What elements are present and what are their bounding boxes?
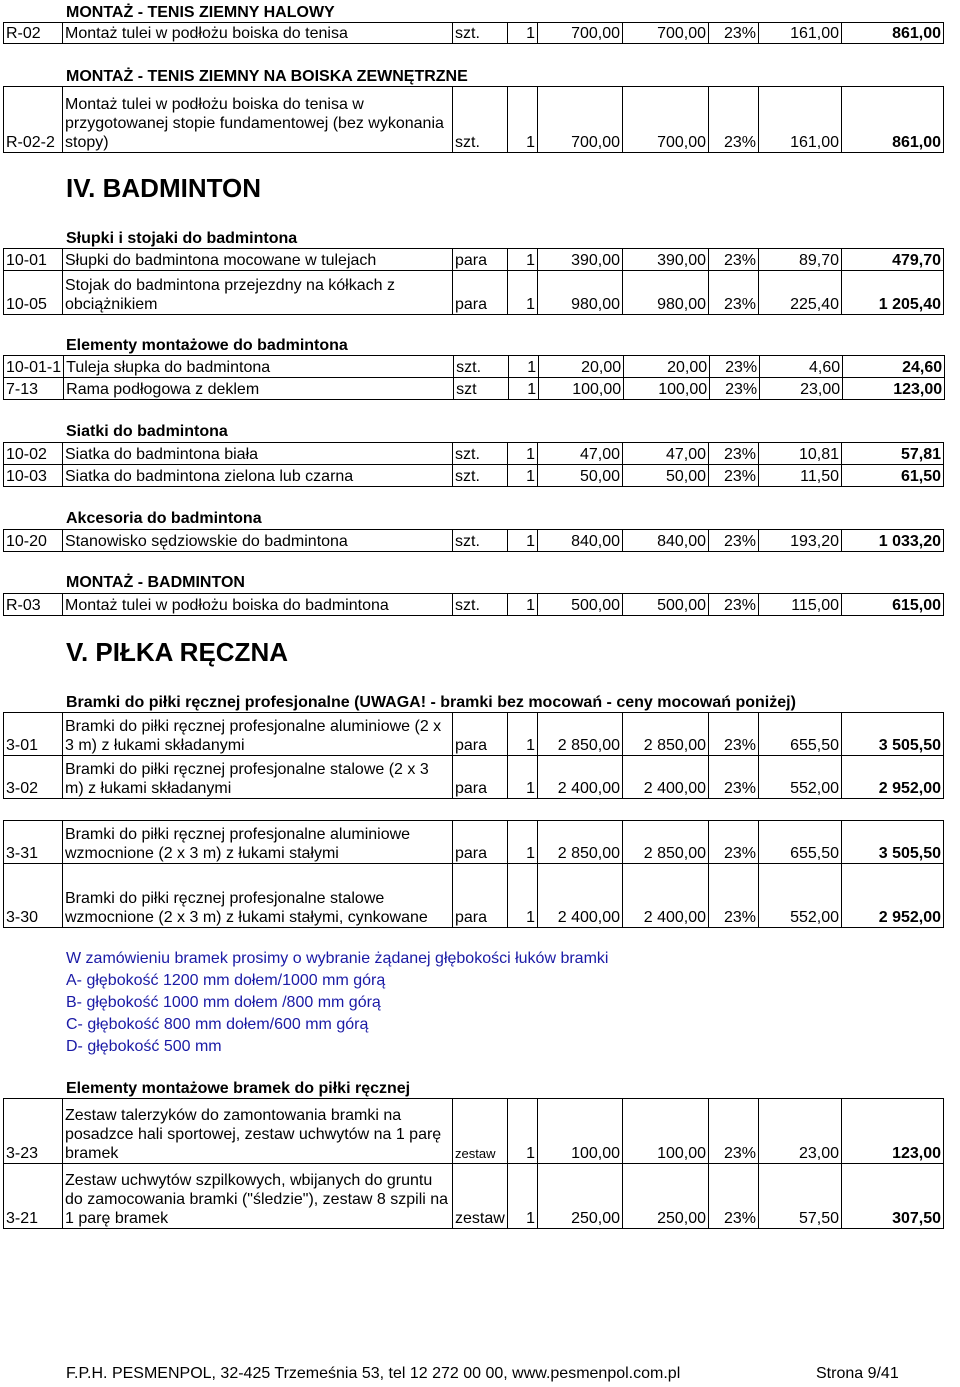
- table-mount-badminton: [3, 593, 944, 616]
- item-description: Zestaw talerzyków do zamontowania bramki na posadzce hali sportowej, zestaw uchwytów na 1 parę bramek: [63, 1099, 453, 1164]
- item-code: 3-02: [4, 756, 63, 799]
- item-qty: 1: [508, 249, 538, 271]
- note-option-b: B- głębokość 1000 mm dołem /800 mm górą: [66, 994, 381, 1011]
- item-qty: 1: [508, 271, 538, 315]
- item-description: Rama podłogowa z deklem: [64, 378, 454, 400]
- item-description: Montaż tulei w podłożu boiska do tenisa w przygotowanej stopie fundamentowej (bez wykonania stopy): [63, 87, 453, 153]
- item-unit: szt.: [453, 443, 508, 465]
- note-option-c: C- głębokość 800 mm dołem/600 mm górą: [66, 1016, 369, 1033]
- item-unit: szt.: [453, 465, 508, 487]
- item-code: R-02: [4, 23, 63, 44]
- item-code: R-03: [4, 594, 63, 616]
- group-header-goals: Bramki do piłki ręcznej profesjonalne (UWAGA! - bramki bez mocowań - ceny mocowań poniżej): [66, 694, 796, 711]
- note-intro: W zamówieniu bramek prosimy o wybranie żądanej głębokości łuków bramki: [66, 950, 609, 967]
- item-vat-rate: 23%: [709, 1164, 759, 1229]
- item-unit: szt.: [453, 87, 508, 153]
- item-vat-rate: 23%: [709, 530, 759, 552]
- table-tennis-hall: [3, 22, 944, 44]
- item-net: 2 400,00: [623, 756, 709, 799]
- item-description: Stanowisko sędziowskie do badmintona: [63, 530, 453, 552]
- group-header-accessories: Akcesoria do badmintona: [66, 510, 262, 527]
- item-code: 10-02: [4, 443, 63, 465]
- table-row: [4, 443, 944, 465]
- item-price: 2 850,00: [538, 713, 623, 756]
- item-qty: 1: [508, 465, 538, 487]
- item-description: Bramki do piłki ręcznej profesjonalne stalowe (2 x 3 m) z łukami składanymi: [63, 756, 453, 799]
- table-row: [4, 530, 944, 552]
- item-vat-rate: 23%: [709, 756, 759, 799]
- item-net: 20,00: [624, 356, 710, 378]
- item-gross: 3 505,50: [842, 713, 944, 756]
- item-qty: 1: [508, 594, 538, 616]
- item-price: 500,00: [538, 594, 623, 616]
- item-net: 250,00: [623, 1164, 709, 1229]
- item-vat-rate: 23%: [709, 594, 759, 616]
- item-net: 700,00: [623, 23, 709, 44]
- item-code: 3-31: [4, 821, 63, 864]
- group-header-mount-badminton: MONTAŻ - BADMINTON: [66, 574, 245, 591]
- item-net: 2 850,00: [623, 713, 709, 756]
- group-header-tennis-outdoor: MONTAŻ - TENIS ZIEMNY NA BOISKA ZEWNĘTRZNE: [66, 68, 468, 85]
- table-row: [4, 821, 944, 864]
- item-net: 840,00: [623, 530, 709, 552]
- item-gross: 57,81: [842, 443, 944, 465]
- item-vat-rate: 23%: [709, 87, 759, 153]
- item-code: 10-05: [4, 271, 63, 315]
- item-unit: para: [453, 821, 508, 864]
- item-net: 980,00: [623, 271, 709, 315]
- item-description: Siatka do badmintona zielona lub czarna: [63, 465, 453, 487]
- item-unit: zestaw: [453, 1164, 508, 1229]
- table-row: [4, 378, 945, 400]
- item-price: 47,00: [538, 443, 623, 465]
- item-gross: 3 505,50: [842, 821, 944, 864]
- item-vat-rate: 23%: [710, 378, 760, 400]
- item-qty: 1: [508, 1099, 538, 1164]
- item-gross: 861,00: [842, 23, 944, 44]
- item-price: 2 400,00: [538, 864, 623, 928]
- item-vat-value: 23,00: [760, 378, 843, 400]
- section-title-handball: V. PIŁKA RĘCZNA: [66, 637, 288, 667]
- table-row: [4, 465, 944, 487]
- item-unit: szt: [454, 378, 509, 400]
- item-vat-value: 11,50: [759, 465, 842, 487]
- item-description: Stojak do badmintona przejezdny na kółkach z obciążnikiem: [63, 271, 453, 315]
- item-qty: 1: [508, 756, 538, 799]
- item-qty: 1: [508, 23, 538, 44]
- item-unit: para: [453, 756, 508, 799]
- item-net: 700,00: [623, 87, 709, 153]
- table-row: [4, 713, 944, 756]
- item-code: 3-23: [4, 1099, 63, 1164]
- group-header-goal-mount: Elementy montażowe bramek do piłki ręcznej: [66, 1080, 411, 1097]
- item-vat-value: 655,50: [759, 821, 842, 864]
- table-row: [4, 249, 944, 271]
- item-price: 390,00: [538, 249, 623, 271]
- item-description: Tuleja słupka do badmintona: [64, 356, 454, 378]
- item-gross: 615,00: [842, 594, 944, 616]
- item-gross: 479,70: [842, 249, 944, 271]
- item-vat-value: 225,40: [759, 271, 842, 315]
- item-description: Montaż tulei w podłożu boiska do tenisa: [63, 23, 453, 44]
- note-option-a: A- głębokość 1200 mm dołem/1000 mm górą: [66, 972, 386, 989]
- item-qty: 1: [508, 530, 538, 552]
- item-net: 2 400,00: [623, 864, 709, 928]
- group-header-posts: Słupki i stojaki do badmintona: [66, 230, 298, 247]
- item-vat-value: 89,70: [759, 249, 842, 271]
- item-gross: 61,50: [842, 465, 944, 487]
- table-row: [4, 1164, 944, 1229]
- item-description: Słupki do badmintona mocowane w tulejach: [63, 249, 453, 271]
- item-qty: 1: [508, 1164, 538, 1229]
- item-code: R-02-2: [4, 87, 63, 153]
- item-code: 3-01: [4, 713, 63, 756]
- item-vat-value: 57,50: [759, 1164, 842, 1229]
- item-gross: 861,00: [842, 87, 944, 153]
- item-gross: 123,00: [843, 378, 945, 400]
- item-vat-rate: 23%: [709, 271, 759, 315]
- item-vat-rate: 23%: [709, 249, 759, 271]
- item-gross: 1 205,40: [842, 271, 944, 315]
- table-goals: [3, 712, 944, 799]
- item-gross: 123,00: [842, 1099, 944, 1164]
- item-description: Bramki do piłki ręcznej profesjonalne stalowe wzmocnione (2 x 3 m) z łukami stałymi, cynkowane: [63, 864, 453, 928]
- section-title-badminton: IV. BADMINTON: [66, 173, 262, 203]
- item-unit: zestaw: [453, 1099, 508, 1164]
- table-mount: [3, 355, 945, 400]
- item-price: 2 400,00: [538, 756, 623, 799]
- item-price: 100,00: [538, 1099, 623, 1164]
- item-code: 10-01-1: [4, 356, 64, 378]
- item-vat-value: 552,00: [759, 864, 842, 928]
- item-vat-value: 10,81: [759, 443, 842, 465]
- item-net: 47,00: [623, 443, 709, 465]
- item-net: 500,00: [623, 594, 709, 616]
- item-qty: 1: [508, 864, 538, 928]
- table-row: [4, 356, 945, 378]
- item-price: 20,00: [539, 356, 624, 378]
- table-tennis-outdoor: [3, 86, 944, 153]
- item-net: 50,00: [623, 465, 709, 487]
- item-price: 50,00: [538, 465, 623, 487]
- table-row: [4, 271, 944, 315]
- item-unit: para: [453, 864, 508, 928]
- item-gross: 1 033,20: [842, 530, 944, 552]
- item-net: 100,00: [623, 1099, 709, 1164]
- item-vat-value: 161,00: [759, 23, 842, 44]
- item-net: 390,00: [623, 249, 709, 271]
- item-code: 3-21: [4, 1164, 63, 1229]
- item-vat-value: 161,00: [759, 87, 842, 153]
- footer-page-number: Strona 9/41: [816, 1365, 899, 1382]
- item-qty: 1: [508, 821, 538, 864]
- footer-company: F.P.H. PESMENPOL, 32-425 Trzemeśnia 53, tel 12 272 00 00, www.pesmenpol.com.pl: [66, 1365, 681, 1382]
- item-vat-value: 193,20: [759, 530, 842, 552]
- table-nets: [3, 442, 944, 487]
- table-accessories: [3, 529, 944, 552]
- item-description: Siatka do badmintona biała: [63, 443, 453, 465]
- item-vat-rate: 23%: [709, 443, 759, 465]
- item-qty: 1: [508, 87, 538, 153]
- table-goals-reinforced: [3, 820, 944, 928]
- item-description: Montaż tulei w podłożu boiska do badmintona: [63, 594, 453, 616]
- item-code: 7-13: [4, 378, 64, 400]
- note-option-d: D- głębokość 500 mm: [66, 1038, 222, 1055]
- item-qty: 1: [509, 356, 539, 378]
- table-row: [4, 594, 944, 616]
- item-price: 980,00: [538, 271, 623, 315]
- item-qty: 1: [508, 713, 538, 756]
- item-vat-rate: 23%: [709, 1099, 759, 1164]
- item-description: Zestaw uchwytów szpilkowych, wbijanych do gruntu do zamocowania bramki ("śledzie"), zestaw 8 szpili na 1 parę bramek: [63, 1164, 453, 1229]
- table-goal-mount: [3, 1098, 944, 1229]
- table-row: [4, 87, 944, 153]
- item-code: 10-01: [4, 249, 63, 271]
- item-vat-value: 23,00: [759, 1099, 842, 1164]
- item-price: 700,00: [538, 87, 623, 153]
- item-unit: szt.: [453, 594, 508, 616]
- item-gross: 2 952,00: [842, 756, 944, 799]
- item-qty: 1: [509, 378, 539, 400]
- item-gross: 24,60: [843, 356, 945, 378]
- item-vat-rate: 23%: [710, 356, 760, 378]
- item-price: 100,00: [539, 378, 624, 400]
- item-description: Bramki do piłki ręcznej profesjonalne aluminiowe (2 x 3 m) z łukami składanymi: [63, 713, 453, 756]
- item-price: 2 850,00: [538, 821, 623, 864]
- item-vat-value: 4,60: [760, 356, 843, 378]
- item-vat-rate: 23%: [709, 23, 759, 44]
- item-price: 700,00: [538, 23, 623, 44]
- item-vat-rate: 23%: [709, 465, 759, 487]
- item-gross: 307,50: [842, 1164, 944, 1229]
- item-unit: para: [453, 271, 508, 315]
- item-net: 2 850,00: [623, 821, 709, 864]
- group-header-tennis-hall: MONTAŻ - TENIS ZIEMNY HALOWY: [66, 4, 335, 21]
- item-vat-value: 655,50: [759, 713, 842, 756]
- item-unit: szt.: [453, 23, 508, 44]
- item-price: 250,00: [538, 1164, 623, 1229]
- table-row: [4, 756, 944, 799]
- item-vat-rate: 23%: [709, 821, 759, 864]
- item-vat-rate: 23%: [709, 864, 759, 928]
- table-row: [4, 1099, 944, 1164]
- item-code: 3-30: [4, 864, 63, 928]
- group-header-nets: Siatki do badmintona: [66, 423, 228, 440]
- item-unit: szt.: [453, 530, 508, 552]
- item-unit: szt.: [454, 356, 509, 378]
- table-row: [4, 23, 944, 44]
- item-price: 840,00: [538, 530, 623, 552]
- table-posts: [3, 248, 944, 315]
- item-vat-value: 552,00: [759, 756, 842, 799]
- item-description: Bramki do piłki ręcznej profesjonalne aluminiowe wzmocnione (2 x 3 m) z łukami stałymi: [63, 821, 453, 864]
- table-row: [4, 864, 944, 928]
- item-gross: 2 952,00: [842, 864, 944, 928]
- item-code: 10-20: [4, 530, 63, 552]
- item-vat-rate: 23%: [709, 713, 759, 756]
- item-qty: 1: [508, 443, 538, 465]
- group-header-mount: Elementy montażowe do badmintona: [66, 337, 348, 354]
- item-unit: para: [453, 249, 508, 271]
- item-vat-value: 115,00: [759, 594, 842, 616]
- item-net: 100,00: [624, 378, 710, 400]
- item-code: 10-03: [4, 465, 63, 487]
- item-unit: para: [453, 713, 508, 756]
